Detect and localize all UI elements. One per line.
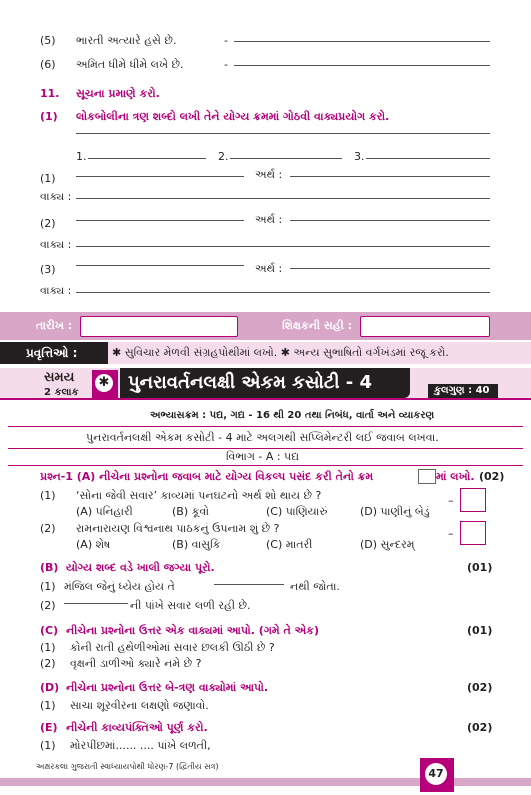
sentence-label: વાક્ય : <box>40 238 72 251</box>
meaning-line <box>290 220 490 221</box>
item-number: (2) <box>40 599 56 612</box>
question-label: (B) <box>40 561 59 574</box>
item-number: (1) <box>40 699 56 712</box>
dash: - <box>224 34 228 47</box>
blank-line[interactable] <box>214 584 284 585</box>
date-sign-bar <box>0 312 531 340</box>
question-text: સાચા શૂરવીરના લક્ષણો જણાવો. <box>70 699 209 712</box>
activity-text: ✱ સુવિચાર મેળવી સંગ્રહપોથીમાં લખો. ✱ અન્ય સુભાષિતો વર્ગખંડમાં રજૂ કરો. <box>112 346 449 359</box>
question-number: 11. <box>40 87 60 100</box>
row-number: (1) <box>40 172 56 185</box>
option: (B) કૂવો <box>172 505 209 518</box>
marks: (02) <box>467 721 493 734</box>
activity-bar <box>0 342 531 364</box>
sign-label: શિક્ષકની સહી : <box>282 319 352 332</box>
question-text: મોરપીંછમાં...... .... પાંખે લળતી, <box>70 739 211 752</box>
sentence-label: વાક્ય : <box>40 190 72 203</box>
sub-instruction: લોકબોલીના ત્રણ શબ્દો લખી તેને યોગ્ય ક્રમમાં ગોઠવી વાક્યપ્રયોગ કરો. <box>76 110 390 123</box>
blank-line <box>366 158 490 159</box>
word-line <box>76 220 244 221</box>
divider <box>8 426 523 427</box>
sentence-label: વાક્ય : <box>40 284 72 297</box>
question-text: ‘સોના જેવી સવાર’ કાવ્યમાં પનઘટનો અર્થ શો થાય છે ? <box>76 489 322 502</box>
divider <box>8 448 523 449</box>
question-label: (E) <box>40 721 58 734</box>
sentence-line <box>76 246 490 247</box>
question-heading: સૂચના પ્રમાણે કરો. <box>76 87 160 100</box>
section-title: વિભાગ - A : પદ્ય <box>226 450 299 463</box>
dash: – <box>448 527 454 540</box>
item-number: (2) <box>40 657 56 670</box>
blank-label: 2. <box>218 150 229 163</box>
answer-box[interactable] <box>460 521 486 545</box>
question-heading: નીચેની કાવ્યપંક્તિઓ પૂર્ણ કરો. <box>66 721 208 734</box>
marks: (02) <box>467 681 493 694</box>
question-text: રામનારાયણ વિશ્વનાથ પાઠકનું ઉપનામ શું છે ? <box>76 522 280 535</box>
time-label: સમય <box>44 370 75 385</box>
sub-number: (1) <box>40 110 58 123</box>
word-line <box>76 176 244 177</box>
word-line <box>76 265 244 266</box>
sentence-line <box>76 198 490 199</box>
activity-label: પ્રવૃત્તિઓ : <box>26 346 78 360</box>
marks: (01) <box>467 561 493 574</box>
question-heading: યોગ્ય શબ્દ વડે ખાલી જગ્યા પૂરો. <box>66 561 215 574</box>
item-number: (1) <box>40 580 56 593</box>
asterisk-icon: ✱ <box>95 374 113 392</box>
meaning-line <box>290 176 490 177</box>
date-label: તારીખ : <box>36 319 73 332</box>
total-marks: કુલગુણ : 40 <box>434 385 490 396</box>
blank-label: 1. <box>76 150 87 163</box>
question-text: વૃક્ષની ડાળીઓ ક્યારે નમે છે ? <box>70 657 202 670</box>
answer-box[interactable] <box>460 488 486 512</box>
question-heading: નીચેના પ્રશ્નોના ઉત્તર એક વાક્યમાં આપો. (ગમે તે એક) <box>66 624 319 637</box>
footer <box>0 758 531 795</box>
date-field[interactable] <box>80 316 238 337</box>
instruction-note: પુનરાવર્તનલક્ષી એકમ કસોટી - 4 માટે અલગથી સપ્લિમેન્ટરી લઈ જવાબ લખવા. <box>86 431 439 444</box>
question-heading: પ્રશ્ન-1 (A) નીચેના પ્રશ્નોના જવાબ માટે યોગ્ય વિકલ્પ પસંદ કરી તેનો ક્રમ <box>40 470 374 483</box>
marks: (01) <box>467 624 493 637</box>
test-title: પુનરાવર્તનલક્ષી એકમ કસોટી - 4 <box>128 372 373 393</box>
row-number: (3) <box>40 263 56 276</box>
test-header <box>0 368 531 406</box>
question-label: (C) <box>40 624 59 637</box>
question-text: કોની રાતી હથેળીઓમાં સવાર છલકી ઊઠી છે ? <box>70 641 275 654</box>
meaning-label: અર્થ : <box>255 262 283 275</box>
sentence-line <box>76 292 490 293</box>
meaning-line <box>290 268 490 269</box>
blank-line <box>88 158 206 159</box>
sentence-end: નથી જોતા. <box>290 580 340 593</box>
header-rule <box>0 398 531 400</box>
sentence-end: ની પાંખે સવાર લળી રહી છે. <box>130 599 251 612</box>
option: (D) સુન્દરમ્ <box>360 538 415 551</box>
item-number: (1) <box>40 489 56 502</box>
dash: - <box>224 58 228 71</box>
sentence-start: મંજિલ જેનું ધ્યેય હોય તે <box>64 580 175 593</box>
option: (C) પાણિયારું <box>266 505 328 518</box>
page-number: 47 <box>425 763 447 785</box>
meaning-label: અર્થ : <box>255 213 283 226</box>
answer-line <box>76 133 490 134</box>
question-label: (D) <box>40 681 60 694</box>
question-heading-end: માં લખો. <box>436 470 475 483</box>
blank-label: 3. <box>354 150 365 163</box>
row-number: (2) <box>40 217 56 230</box>
option: (A) પનિહારી <box>76 505 133 518</box>
dash: – <box>448 494 454 507</box>
time-value: 2 કલાક <box>44 387 79 398</box>
marks: (02) <box>479 470 505 483</box>
sentence: અમિત ધીમે ધીમે લખે છે. <box>76 58 184 71</box>
sentence: ભારતી અત્યારે હસે છે. <box>76 34 177 47</box>
item-number: (2) <box>40 522 56 535</box>
answer-line <box>234 65 490 66</box>
item-number: (5) <box>40 34 56 47</box>
book-title: અક્ષરકલા ગુજરાતી સ્વાધ્યાયપોથી ધોરણ-7 (દ્વિતીય સત્ર) <box>36 762 219 771</box>
meaning-label: અર્થ : <box>255 168 283 181</box>
divider <box>8 465 523 466</box>
blank-line <box>230 158 342 159</box>
answer-line <box>234 41 490 42</box>
syllabus: અભ્યાસક્રમ : પદ્ય, ગદ્ય - 16 થી 20 તથા નિબંધ, વાર્તા અને વ્યાકરણ <box>150 410 435 421</box>
option: (D) પાણીનું બેડું <box>360 505 430 518</box>
item-number: (1) <box>40 641 56 654</box>
item-number: (1) <box>40 739 56 752</box>
option: (C) માતરી <box>266 538 313 551</box>
option: (B) વાસુકિ <box>172 538 221 551</box>
sign-field[interactable] <box>360 316 490 337</box>
blank-line[interactable] <box>64 603 128 604</box>
item-number: (6) <box>40 58 56 71</box>
question-heading: નીચેના પ્રશ્નોના ઉત્તર બે-ત્રણ વાક્યોમાં આપો. <box>66 681 269 694</box>
answer-box-sample <box>418 469 436 484</box>
option: (A) શેષ <box>76 538 111 551</box>
